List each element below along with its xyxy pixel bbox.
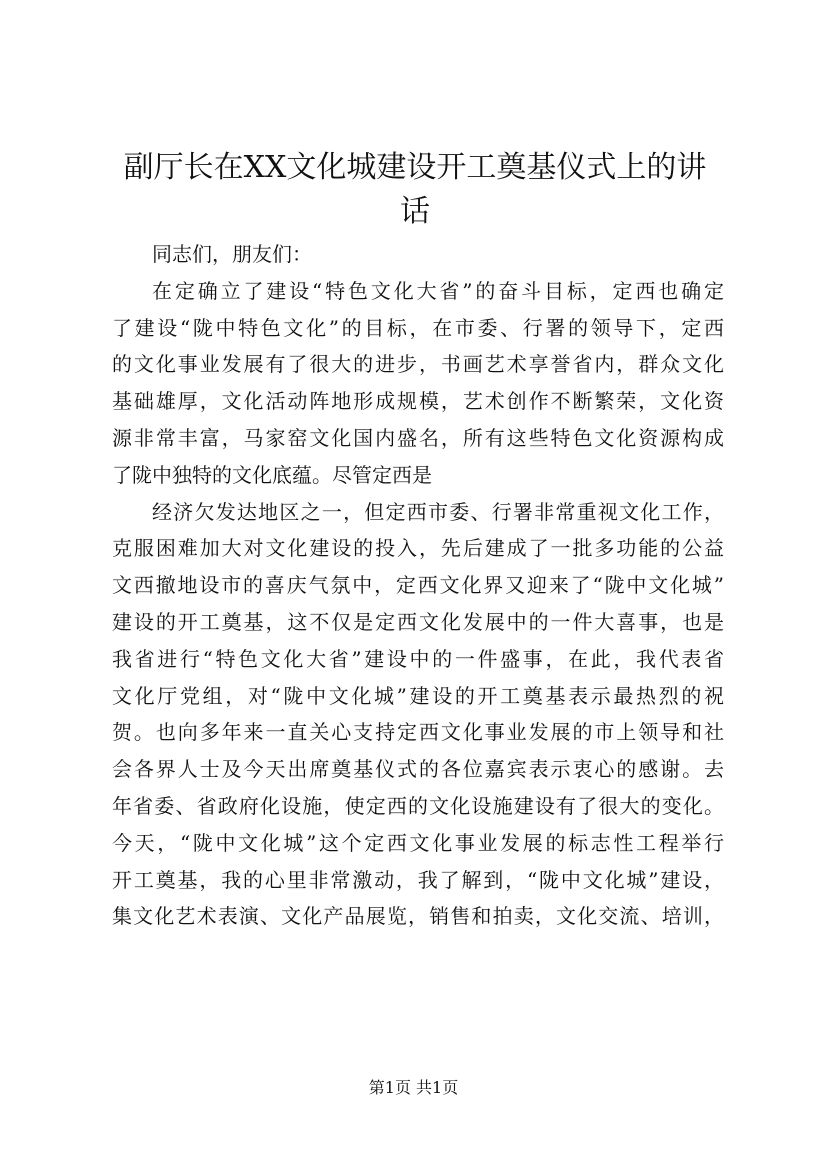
- paragraph-2-line: 克服困难加大对文化建设的投入，先后建成了一批多功能的公益: [112, 536, 724, 561]
- paragraph-2-line: 今天，“陇中文化城”这个定西文化事业发展的标志性工程举行: [112, 830, 724, 855]
- paragraph-2-line: 会各界人士及今天出席奠基仪式的各位嘉宾表示衷心的感谢。去: [112, 757, 724, 782]
- paragraph-2-line: 年省委、省政府化设施，使定西的文化设施建设有了很大的变化。: [112, 793, 724, 818]
- paragraph-1-line: 的文化事业发展有了很大的进步，书画艺术享誉省内，群众文化: [112, 352, 724, 377]
- paragraph-1-line: 了建设“陇中特色文化”的目标，在市委、行署的领导下，定西: [112, 315, 724, 340]
- paragraph-2-line: 文西撤地设市的喜庆气氛中，定西文化界又迎来了“陇中文化城”: [112, 573, 724, 598]
- title-line-2: 话: [400, 194, 430, 229]
- paragraph-2-line: 开工奠基，我的心里非常激动，我了解到，“陇中文化城”建设，: [112, 867, 724, 892]
- paragraph-2-line: 建设的开工奠基，这不仅是定西文化发展中的一件大喜事，也是: [112, 609, 724, 634]
- paragraph-2-line: 集文化艺术表演、文化产品展览，销售和拍卖，文化交流、培训，: [112, 904, 724, 929]
- paragraph-1-line: 源非常丰富，马家窑文化国内盛名，所有这些特色文化资源构成: [112, 425, 724, 450]
- paragraph-1-line: 在定确立了建设“特色文化大省”的奋斗目标，定西也确定: [152, 278, 724, 303]
- page-footer: 第1页 共1页: [368, 1078, 459, 1097]
- paragraph-2-line: 贺。也向多年来一直关心支持定西文化事业发展的市上领导和社: [112, 720, 724, 745]
- document-body: [112, 236, 724, 935]
- paragraph-2-line: 经济欠发达地区之一，但定西市委、行署非常重视文化工作，: [152, 499, 724, 524]
- title-line-1: 副厅长在XX文化城建设开工奠基仪式上的讲: [123, 150, 707, 185]
- paragraph-1-line: 了陇中独特的文化底蕴。尽管定西是: [112, 462, 432, 487]
- paragraph-1-line: 基础雄厚，文化活动阵地形成规模，艺术创作不断繁荣，文化资: [112, 389, 724, 414]
- paragraph-2-line: 文化厅党组，对“陇中文化城”建设的开工奠基表示最热烈的祝: [112, 683, 724, 708]
- document-title: [100, 146, 730, 234]
- paragraph-2-line: 我省进行“特色文化大省”建设中的一件盛事，在此，我代表省: [112, 646, 724, 671]
- salutation: 同志们，朋友们：: [152, 242, 312, 266]
